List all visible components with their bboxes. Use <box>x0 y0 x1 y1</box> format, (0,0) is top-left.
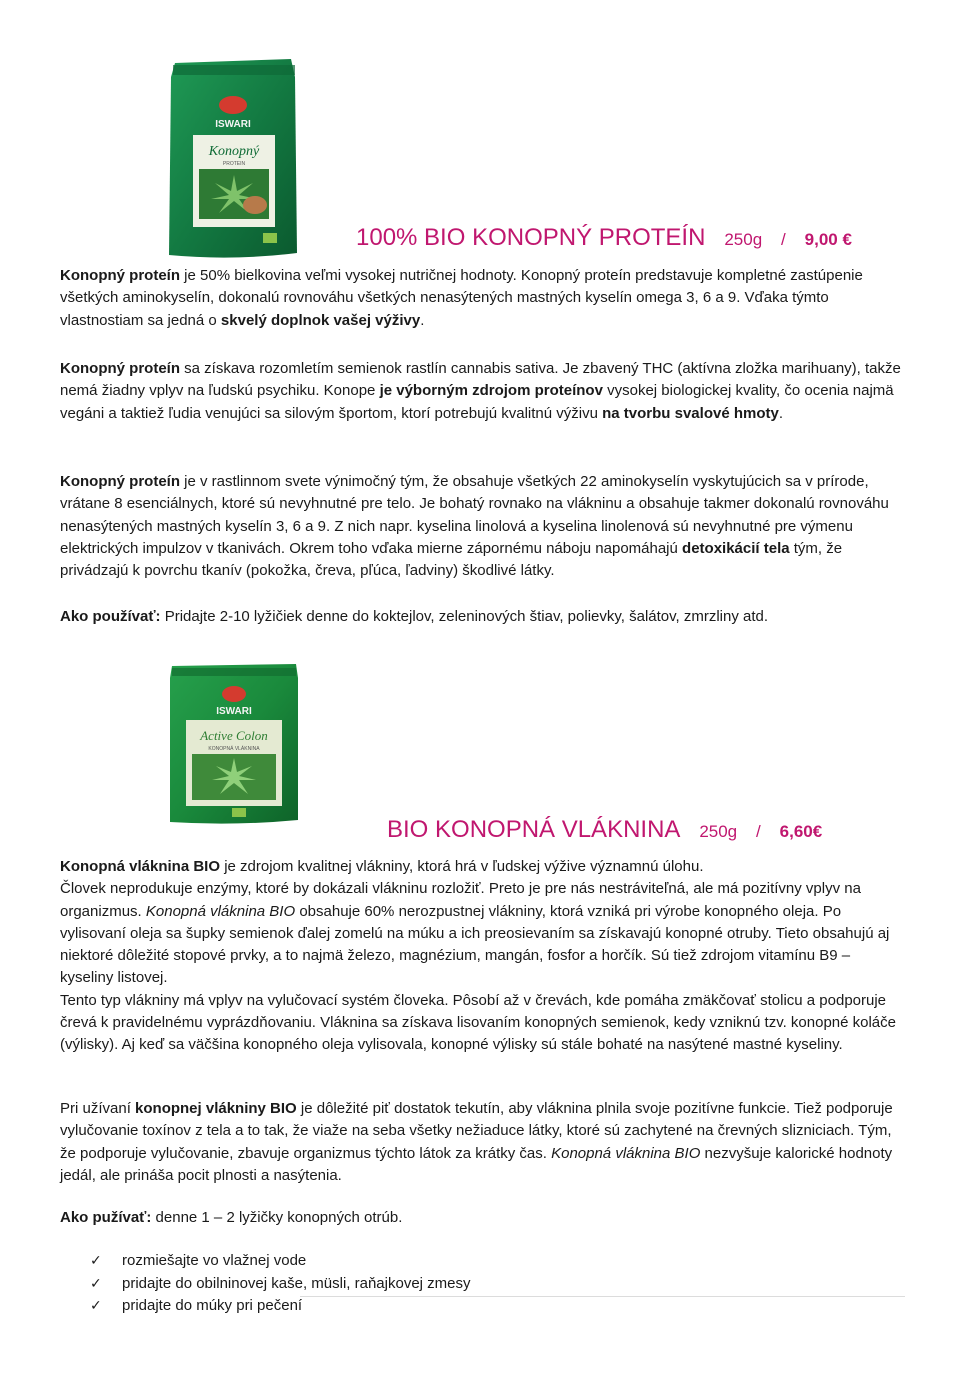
text: tým, že privádzajú k povrchu tkanív (pokožka, čreva, pľúca, ľadviny) škodlivé látky. <box>60 539 843 580</box>
list-item <box>90 1250 471 1273</box>
product1-title: 100% BIO KONOPNÝ PROTEÍN <box>356 224 706 251</box>
bold-text: Konopná vláknina BIO <box>60 858 221 875</box>
list-item-text: pridajte do múky pri pečení <box>122 1297 303 1314</box>
package-subtitle: KONOPNÁ VLÁKNINA <box>208 746 260 752</box>
text: vysokej biologickej kvality, čo ocenia najmä vegáni a taktiež ľudia venujúci sa silovým športom, ktorí potrebujú kvalitnú výživu <box>60 382 894 422</box>
brand-logo-icon <box>222 686 246 702</box>
title-separator: / <box>781 230 786 249</box>
usage-text: denne 1 – 2 lyžičky konopných otrúb. <box>151 1209 403 1226</box>
divider <box>300 1296 905 1297</box>
text: . <box>778 404 784 422</box>
product2-price: 6,60€ <box>779 822 823 841</box>
text: Človek neprodukuje enzýmy, ktoré by dokázali vlákninu rozložiť. Preto je pre nás nestráviteľná, ale má pozitívny vplyv na organizmus. <box>60 880 861 920</box>
bold-text: na tvorbu svalové hmoty <box>602 404 779 422</box>
eu-bio-icon <box>232 808 246 817</box>
product1-usage <box>60 606 905 628</box>
bold-text: Konopný proteín <box>60 267 180 284</box>
checkmark-icon: ✓ <box>90 1298 102 1314</box>
hemp-fiber-package-image <box>164 660 304 828</box>
bold-text: Konopný proteín <box>60 473 180 490</box>
product2-weight: 250g <box>699 822 738 841</box>
package-name: Active Colon <box>200 728 268 743</box>
bold-text: skvelý doplnok vašej výživy <box>220 311 421 329</box>
usage-checklist <box>90 1250 471 1318</box>
text: je zdrojom kvalitnej vlákniny, ktorá hrá v ľudskej výžive významnú úlohu. <box>220 858 704 875</box>
package-subtitle: PROTEIN <box>222 161 246 167</box>
product2-paragraph-2 <box>60 1098 905 1187</box>
text: je 50% bielkovina veľmi vysokej nutričnej hodnoty. Konopný proteín predstavuje kompletné zastúpenie všetkých aminokyselín, dokonalú rovnováhu všetkých nenasýtených mastných kyselín omega 3, 6 a 9. Vďaka týmto vlastnostiam sa jedná o <box>60 267 863 329</box>
text: sa získava rozomletím semienok rastlín cannabis sativa. Je zbavený THC (aktívna zložka marihuany), takže nemá žiadny vplyv na ľudskú psychiku. Konope <box>60 360 901 400</box>
product2-paragraph-1 <box>60 856 905 1057</box>
product1-paragraph-2 <box>60 358 905 425</box>
bold-text: konopnej vlákniny BIO <box>135 1100 297 1117</box>
usage-text: Pridajte 2-10 lyžičiek denne do koktejlov, zeleninových štiav, polievky, šalátov, zmrzliny atd. <box>160 608 769 625</box>
package-brand: ISWARI <box>215 119 251 130</box>
product2-title-line <box>387 808 822 845</box>
eu-bio-icon <box>263 233 277 243</box>
list-item <box>90 1273 471 1296</box>
product1-price: 9,00 € <box>804 230 852 249</box>
italic-text: Konopná vláknina BIO <box>551 1144 701 1162</box>
product1-weight: 250g <box>724 230 763 249</box>
bold-text: je výborným zdrojom proteínov <box>379 382 603 400</box>
package-name: Konopný <box>208 144 260 159</box>
text: je v rastlinnom svete výnimočný tým, že obsahuje všetkých 22 aminokyselín vyskytujúcich sa v prírode, vrátane 8 esenciálnych, ktoré sú nevyhnutné pre telo. Je bohatý rovnako na vlákninu a obsahuje takmer dokonalú rovnováhu nenasýtených mastných kyselín 3, 6 a 9. Z nich napr. kyselina linolová a kyselina linolenová sú nevyhnutné pre výmenu elektrických impulzov v tkanivách. Okrem toho vďaka mierne zápornému náboju napomáhajú <box>60 473 889 557</box>
checkmark-icon: ✓ <box>90 1275 102 1292</box>
package-brand: ISWARI <box>216 706 252 717</box>
list-item <box>90 1295 471 1318</box>
title-separator: / <box>756 822 761 841</box>
usage-label: Ako pužívať: <box>60 1209 152 1226</box>
brand-logo-icon <box>219 96 247 114</box>
text: Tento typ vlákniny má vplyv na vylučovací systém človeka. Pôsobí až v črevách, kde pomáha zmäkčovať stolicu a podporuje črevá k pravidelnému vyprázdňovaniu. Vláknina sa získava lisovaním konopných semienok, kedy vzniknú tzv. konopné koláče (výlisky). Aj keď sa väčšina konopného oleja vylisovala, konopné výlisky sú stále bohaté na nasýtené mastné kyseliny. <box>60 991 896 1054</box>
text: Pri užívaní <box>60 1100 136 1117</box>
product1-title-line <box>356 216 852 253</box>
bold-text: Konopný proteín <box>60 360 180 377</box>
list-item-text: rozmiešajte vo vlažnej vode <box>122 1252 307 1269</box>
product2-usage <box>60 1207 905 1229</box>
hemp-protein-package-image <box>163 57 303 267</box>
text: . <box>420 311 425 329</box>
text: obsahuje 60% nerozpustnej vlákniny, ktorá vzniká pri výrobe konopného oleja. Po vylisovaní oleja sa šupky semienok ďalej zomelú na múku a ich preosievaním sa získavajú konopné otruby. Tieto obsahujú aj niektoré dôležité stopové prvky, a to najmä železo, magnézium, mangán, fosfor a horčík. Sú tiež zdrojom vitamínu B9 – kyseliny listovej. <box>60 902 890 987</box>
text: nezvyšuje kalorické hodnoty jedál, ale prináša pocit plnosti a nasýtenia. <box>60 1144 893 1184</box>
bold-text: detoxikácií tela <box>682 539 790 557</box>
text: je dôležité piť dostatok tekutín, aby vláknina plnila svoje pozitívne funkcie. Tiež podporuje vylučovanie toxínov z tela a to tak, že viaže na seba všetky nežiaduce látky, ktoré sú zachytené na črevných slizniciach. Tým, že podporuje vylučovanie, zbavuje organizmus týchto látok za krátky čas. <box>60 1100 893 1162</box>
list-item-text: pridajte do obilninovej kaše, müsli, raňajkovej zmesy <box>122 1274 471 1292</box>
product1-paragraph-3 <box>60 471 905 582</box>
checkmark-icon: ✓ <box>90 1253 102 1269</box>
usage-label: Ako používať: <box>60 608 161 625</box>
product2-title: BIO KONOPNÁ VLÁKNINA <box>387 816 681 843</box>
italic-text: Konopná vláknina BIO <box>145 902 296 920</box>
product1-paragraph-1 <box>60 265 905 332</box>
